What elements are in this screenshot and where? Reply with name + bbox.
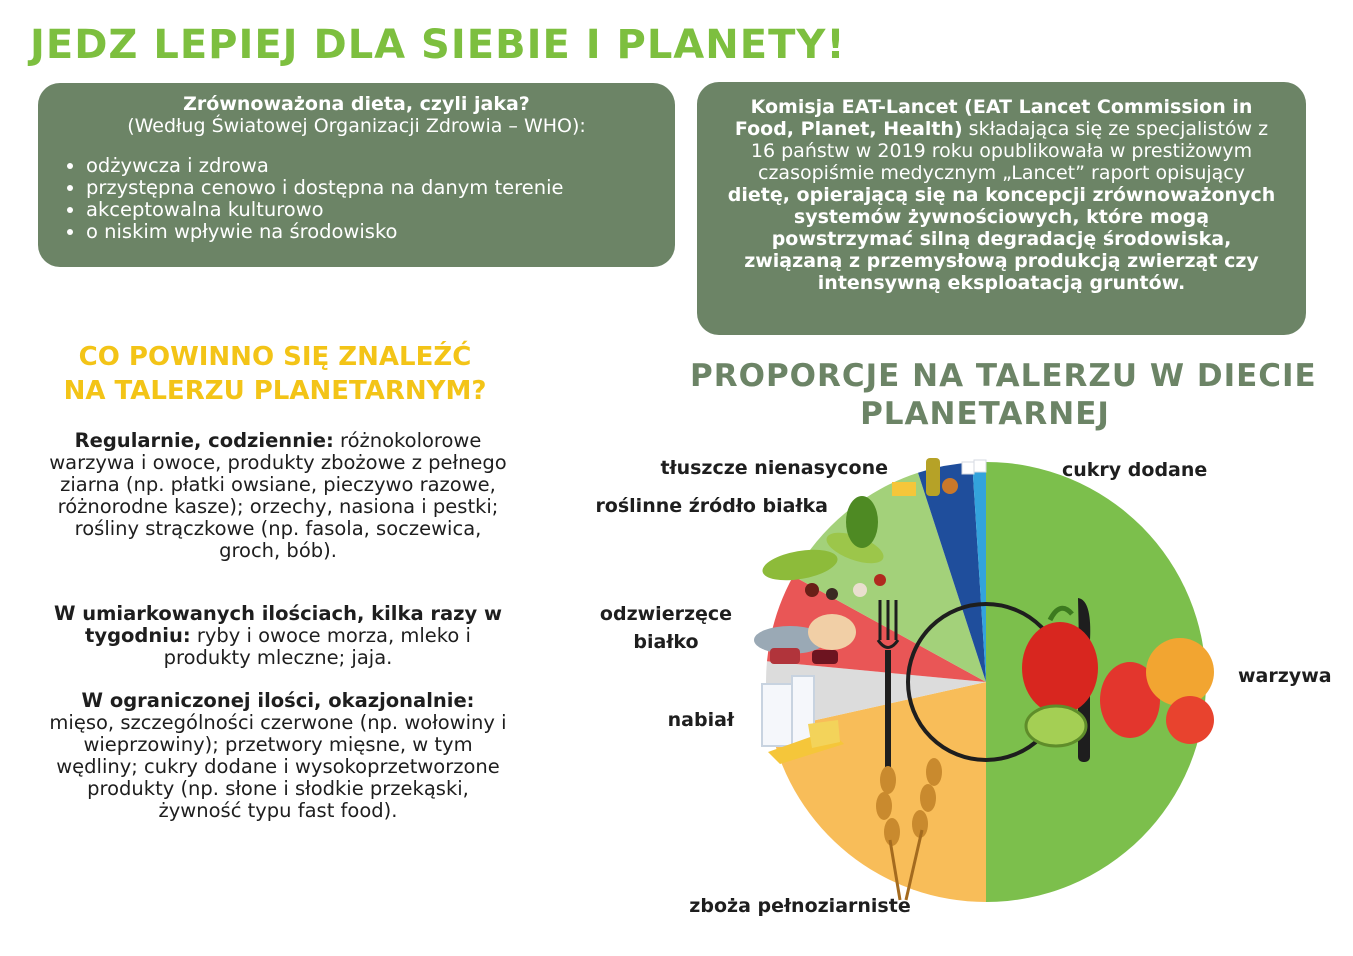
list-item: • o niskim wpływie na środowisko [86,221,649,243]
slice-label-6: cukry dodane [1062,459,1208,481]
chart-title-line: PROPORCJE NA TALERZU W DIECIE [690,358,1317,394]
slice-label-2: nabiał [667,709,734,731]
list-item: • przystępna cenowo i dostępna na danym terenie [86,177,649,199]
foods-text: ryby i owoce morza, mleko i produkty mleczne; jaja. [163,624,471,669]
page-title: JEDZ LEPIEJ DLA SIEBIE I PLANETY! [30,22,846,68]
slice-label-4: roślinne źródło białka [595,495,828,517]
frequency-label: W ograniczonej ilości, okazjonalnie: [81,689,475,712]
foods-text: różnokolorowe warzywa i owoce, produkty zbożowe z pełnego ziarna (np. płatki owsiane, pieczywo razowe, różnorodne kasze); orzechy, nasiona i pestki; rośliny strączkowe (np. fasola, soczewica, groch, bób). [49,429,507,562]
foods-text: mięso, szczególności czerwone (np. wołowiny i wieprzowiny); przetwory mięsne, w tym wędliny; cukry dodane i wysokoprzetworzone produkty (np. słone i słodkie przekąski, żywność typu fast food). [49,711,507,822]
eat-box-text: składająca się ze specjalistów z 16 państw w 2019 roku opublikowała w prestiżowym czasopiśmie medycznym „Lancet” raport opisujący [750,118,1269,184]
who-box-title: Zrównoważona dieta, czyli jaka? [183,93,530,115]
slice-label-1: zboża pełnoziarniste [689,895,911,917]
heading-line: CO POWINNO SIĘ ZNALEŹĆ [78,342,472,372]
eat-box-bold-intro: Komisja EAT-Lancet (EAT Lancet Commission in Food, Planet, Health) [734,96,1253,140]
list-item: • akceptowalna kulturowo [86,199,649,221]
list-item: • odżywcza i zdrowa [86,155,649,177]
frequency-label: W umiarkowanych ilościach, kilka razy w tygodniu: [53,602,503,647]
slice-label-0: warzywa [1238,665,1332,687]
slice-label-5: tłuszcze nienasycone [660,457,888,479]
slice-label-3: odzwierzęce białko [599,603,733,653]
who-box-subtitle: (Według Światowej Organizacji Zdrowia – WHO): [127,115,586,137]
eat-box-bold-diet: dietę, opierającą się na koncepcji zrównoważonych systemów żywnościowych, które mogą powstrzymać silną degradację środowiska, związaną z przemysłową produkcją zwierząt czy intensywną eksploatacją gruntów. [727,184,1276,294]
heading-line: NA TALERZU PLANETARNYM? [63,376,487,406]
chart-title-line: PLANETARNEJ [860,396,1110,432]
frequency-label: Regularnie, codziennie: [74,429,334,452]
